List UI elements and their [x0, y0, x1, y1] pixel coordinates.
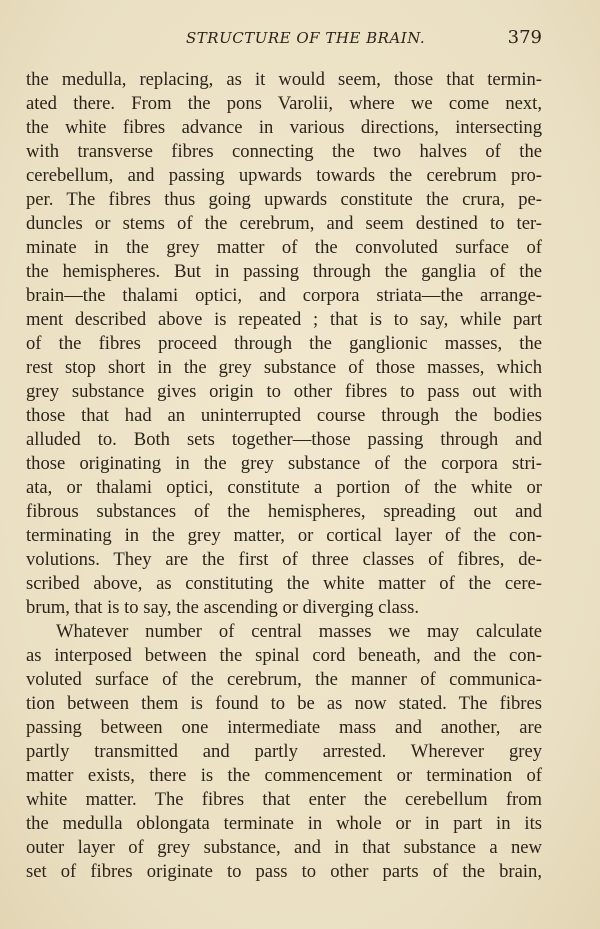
running-title: STRUCTURE OF THE BRAIN. [186, 29, 426, 47]
text-line: scribed above, as constituting the white matter of the cere- [26, 573, 542, 594]
text-line: fibrous substances of the hemispheres, spreading out and [26, 501, 542, 522]
text-line: voluted surface of the cerebrum, the manner of communica- [26, 669, 542, 690]
text-line: minate in the grey matter of the convoluted surface of [26, 237, 542, 258]
text-line: the white fibres advance in various directions, intersecting [26, 117, 542, 138]
body-text [26, 68, 542, 884]
page-header [26, 29, 542, 53]
text-line: passing between one intermediate mass and another, are [26, 717, 542, 738]
text-line: ment described above is repeated ; that is to say, while part [26, 309, 542, 330]
text-line: per. The fibres thus going upwards constitute the crura, pe- [26, 189, 542, 210]
text-line: the medulla, replacing, as it would seem, those that termin- [26, 69, 542, 90]
text-line: with transverse fibres connecting the two halves of the [26, 141, 542, 162]
text-line: cerebellum, and passing upwards towards the cerebrum pro- [26, 165, 542, 186]
text-line: ated there. From the pons Varolii, where we come next, [26, 93, 542, 114]
text-line: alluded to. Both sets together—those passing through and [26, 429, 542, 450]
text-line: duncles or stems of the cerebrum, and seem destined to ter- [26, 213, 542, 234]
text-line: the hemispheres. But in passing through the ganglia of the [26, 261, 542, 282]
text-line: brain—the thalami optici, and corpora striata—the arrange- [26, 285, 542, 306]
text-line: matter exists, there is the commencement or termination of [26, 765, 542, 786]
text-line: rest stop short in the grey substance of those masses, which [26, 357, 542, 378]
text-line: outer layer of grey substance, and in that substance a new [26, 837, 542, 858]
text-line: grey substance gives origin to other fibres to pass out with [26, 381, 542, 402]
text-line: set of fibres originate to pass to other parts of the brain, [26, 861, 542, 882]
text-line: terminating in the grey matter, or cortical layer of the con- [26, 525, 542, 546]
page-number: 379 [507, 27, 542, 48]
text-line: of the fibres proceed through the ganglionic masses, the [26, 333, 542, 354]
text-line: brum, that is to say, the ascending or diverging class. [26, 597, 419, 618]
text-line: those originating in the grey substance of the corpora stri- [26, 453, 542, 474]
text-line: volutions. They are the first of three classes of fibres, de- [26, 549, 542, 570]
text-line: Whatever number of central masses we may calculate [56, 621, 542, 642]
text-line: those that had an uninterrupted course through the bodies [26, 405, 542, 426]
text-line: ata, or thalami optici, constitute a portion of the white or [26, 477, 542, 498]
text-line: as interposed between the spinal cord beneath, and the con- [26, 645, 542, 666]
text-line: white matter. The fibres that enter the cerebellum from [26, 789, 542, 810]
text-line: partly transmitted and partly arrested. Wherever grey [26, 741, 542, 762]
text-line: tion between them is found to be as now stated. The fibres [26, 693, 542, 714]
text-line: the medulla oblongata terminate in whole or in part in its [26, 813, 542, 834]
